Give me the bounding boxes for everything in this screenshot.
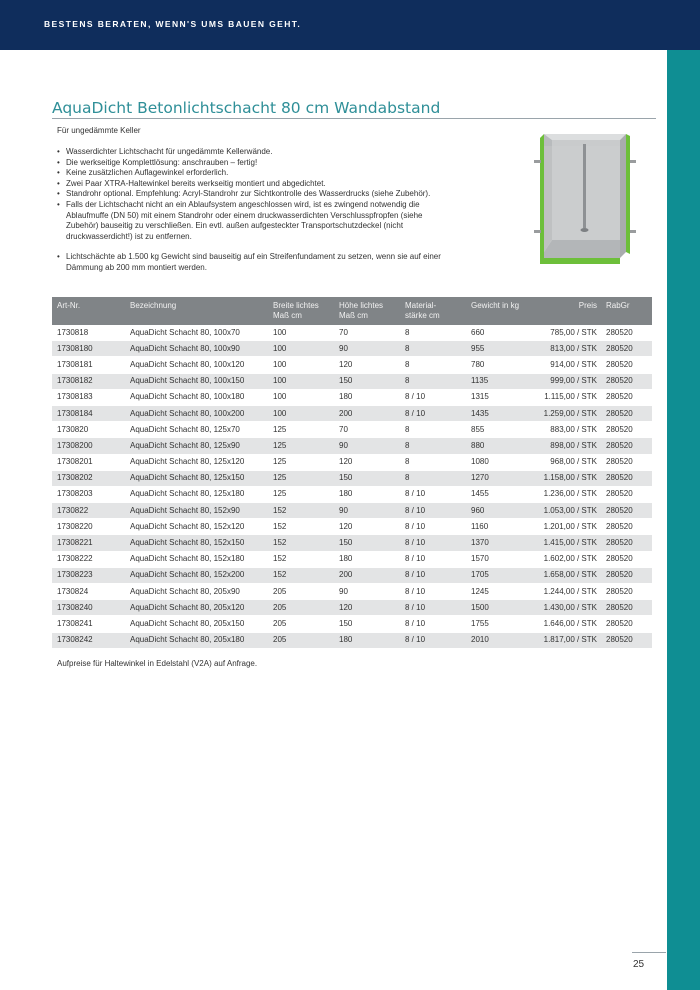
cell-preis: 898,00 / STK: [534, 438, 601, 454]
table-row: [52, 600, 652, 616]
cell-hoehe: 70: [334, 422, 400, 438]
cell-materialstaerke: 8: [400, 373, 466, 389]
cell-breite: 205: [268, 600, 334, 616]
cell-gewicht: 1135: [466, 373, 534, 389]
cell-breite: 100: [268, 325, 334, 341]
cell-materialstaerke: 8 / 10: [400, 584, 466, 600]
cell-breite: 100: [268, 405, 334, 421]
cell-materialstaerke: 8: [400, 357, 466, 373]
cell-bezeichnung: AquaDicht Schacht 80, 152x180: [125, 551, 268, 567]
cell-rabgr: 280520: [601, 600, 652, 616]
cell-materialstaerke: 8: [400, 470, 466, 486]
table-header-row: [52, 297, 652, 325]
feature-item: • Falls der Lichtschacht nicht an ein Ablaufsystem angeschlossen wird, ist es zwingend notwendig die Ablaufmuffe (DN 50) mit einem Standrohr oder einem druckwasserdichten Verschlusspfropfen (siehe Zubehör) bauseitig zu verschließen. Ein evtl. außen aufgesteckter Transportschutzdeckel (nicht druckwasserdicht!) ist zu entfernen.: [57, 199, 423, 241]
cell-bezeichnung: AquaDicht Schacht 80, 152x200: [125, 567, 268, 583]
cell-hoehe: 90: [334, 503, 400, 519]
cell-art-nr: 1730822: [52, 503, 125, 519]
table-row: [52, 454, 652, 470]
page-number-divider: [632, 952, 666, 953]
cell-rabgr: 280520: [601, 567, 652, 583]
table-row: [52, 616, 652, 632]
cell-rabgr: 280520: [601, 325, 652, 341]
cell-breite: 125: [268, 470, 334, 486]
header-tagline: BESTENS BERATEN, WENN'S UMS BAUEN GEHT.: [44, 19, 302, 29]
feature-list: [57, 147, 447, 274]
cell-materialstaerke: 8 / 10: [400, 600, 466, 616]
cell-art-nr: 17308242: [52, 632, 125, 648]
cell-preis: 1.115,00 / STK: [534, 389, 601, 405]
cell-gewicht: 960: [466, 503, 534, 519]
cell-art-nr: 1730818: [52, 325, 125, 341]
cell-materialstaerke: 8 / 10: [400, 519, 466, 535]
cell-gewicht: 1500: [466, 600, 534, 616]
cell-preis: 1.201,00 / STK: [534, 519, 601, 535]
cell-art-nr: 17308220: [52, 519, 125, 535]
cell-art-nr: 1730820: [52, 422, 125, 438]
cell-gewicht: 1160: [466, 519, 534, 535]
cell-rabgr: 280520: [601, 519, 652, 535]
col-header-rabgr: RabGr: [601, 297, 652, 325]
col-header-bezeichnung: Bezeichnung: [125, 297, 268, 325]
cell-hoehe: 120: [334, 519, 400, 535]
cell-breite: 100: [268, 357, 334, 373]
cell-preis: 1.415,00 / STK: [534, 535, 601, 551]
cell-art-nr: 17308223: [52, 567, 125, 583]
cell-materialstaerke: 8: [400, 422, 466, 438]
cell-gewicht: 1270: [466, 470, 534, 486]
cell-art-nr: 17308221: [52, 535, 125, 551]
cell-bezeichnung: AquaDicht Schacht 80, 125x150: [125, 470, 268, 486]
cell-preis: 1.430,00 / STK: [534, 600, 601, 616]
table-row: [52, 438, 652, 454]
page-subtitle: Für ungedämmte Keller: [57, 126, 141, 135]
cell-art-nr: 17308183: [52, 389, 125, 405]
cell-breite: 125: [268, 422, 334, 438]
cell-preis: 1.602,00 / STK: [534, 551, 601, 567]
cell-materialstaerke: 8 / 10: [400, 535, 466, 551]
bullet-icon: •: [57, 189, 60, 199]
cell-bezeichnung: AquaDicht Schacht 80, 125x120: [125, 454, 268, 470]
cell-hoehe: 90: [334, 438, 400, 454]
cell-preis: 1.658,00 / STK: [534, 567, 601, 583]
cell-rabgr: 280520: [601, 373, 652, 389]
cell-art-nr: 17308180: [52, 341, 125, 357]
bullet-icon: •: [57, 178, 60, 188]
table-row: [52, 567, 652, 583]
cell-materialstaerke: 8 / 10: [400, 503, 466, 519]
cell-bezeichnung: AquaDicht Schacht 80, 152x150: [125, 535, 268, 551]
cell-breite: 125: [268, 438, 334, 454]
cell-rabgr: 280520: [601, 616, 652, 632]
cell-hoehe: 180: [334, 551, 400, 567]
cell-hoehe: 150: [334, 373, 400, 389]
feature-item: • Keine zusätzlichen Auflagewinkel erforderlich.: [57, 168, 229, 178]
cell-materialstaerke: 8: [400, 454, 466, 470]
cell-hoehe: 180: [334, 486, 400, 502]
table-row: [52, 325, 652, 341]
table-row: [52, 389, 652, 405]
cell-hoehe: 150: [334, 616, 400, 632]
cell-art-nr: 17308201: [52, 454, 125, 470]
feature-item: • Wasserdichter Lichtschacht für ungedämmte Kellerwände.: [57, 147, 273, 156]
cell-hoehe: 150: [334, 470, 400, 486]
title-divider: [52, 118, 656, 119]
table-row: [52, 584, 652, 600]
cell-bezeichnung: AquaDicht Schacht 80, 100x180: [125, 389, 268, 405]
table-row: [52, 470, 652, 486]
cell-breite: 205: [268, 632, 334, 648]
cell-breite: 125: [268, 486, 334, 502]
feature-item: • Standrohr optional. Empfehlung: Acryl-Standrohr zur Sichtkontrolle des Wasserdrucks (siehe Zubehör).: [57, 189, 431, 199]
cell-art-nr: 17308241: [52, 616, 125, 632]
cell-gewicht: 1315: [466, 389, 534, 405]
cell-art-nr: 17308181: [52, 357, 125, 373]
table-row: [52, 519, 652, 535]
cell-materialstaerke: 8 / 10: [400, 405, 466, 421]
cell-bezeichnung: AquaDicht Schacht 80, 100x150: [125, 373, 268, 389]
cell-gewicht: 780: [466, 357, 534, 373]
cell-gewicht: 1455: [466, 486, 534, 502]
cell-preis: 1.244,00 / STK: [534, 584, 601, 600]
cell-hoehe: 120: [334, 600, 400, 616]
feature-item: • Lichtschächte ab 1.500 kg Gewicht sind bauseitig auf ein Streifenfundament zu setzen, wenn sie auf einer Dämmung ab 200 mm montiert werden.: [57, 252, 441, 272]
page-title: AquaDicht Betonlichtschacht 80 cm Wandabstand: [52, 99, 441, 117]
cell-bezeichnung: AquaDicht Schacht 80, 125x70: [125, 422, 268, 438]
cell-materialstaerke: 8 / 10: [400, 616, 466, 632]
product-image-light-well: [530, 134, 638, 268]
cell-breite: 100: [268, 373, 334, 389]
cell-preis: 1.817,00 / STK: [534, 632, 601, 648]
bullet-icon: •: [57, 199, 60, 209]
cell-materialstaerke: 8: [400, 341, 466, 357]
feature-item: • Zwei Paar XTRA-Haltewinkel bereits werkseitig montiert und abgedichtet.: [57, 178, 326, 188]
bullet-icon: •: [57, 252, 60, 262]
cell-bezeichnung: AquaDicht Schacht 80, 100x70: [125, 325, 268, 341]
cell-materialstaerke: 8 / 10: [400, 632, 466, 648]
cell-breite: 152: [268, 551, 334, 567]
side-accent-bar: [667, 50, 700, 990]
cell-hoehe: 200: [334, 405, 400, 421]
cell-breite: 205: [268, 616, 334, 632]
cell-bezeichnung: AquaDicht Schacht 80, 125x180: [125, 486, 268, 502]
cell-preis: 883,00 / STK: [534, 422, 601, 438]
table-row: [52, 535, 652, 551]
col-header-materialstaerke: Material- stärke cm: [400, 297, 466, 325]
cell-rabgr: 280520: [601, 438, 652, 454]
cell-rabgr: 280520: [601, 503, 652, 519]
table-row: [52, 486, 652, 502]
cell-art-nr: 17308203: [52, 486, 125, 502]
cell-rabgr: 280520: [601, 486, 652, 502]
cell-hoehe: 120: [334, 454, 400, 470]
cell-hoehe: 90: [334, 341, 400, 357]
cell-bezeichnung: AquaDicht Schacht 80, 100x120: [125, 357, 268, 373]
cell-gewicht: 1755: [466, 616, 534, 632]
cell-bezeichnung: AquaDicht Schacht 80, 152x120: [125, 519, 268, 535]
cell-preis: 968,00 / STK: [534, 454, 601, 470]
cell-art-nr: 17308202: [52, 470, 125, 486]
cell-art-nr: 17308184: [52, 405, 125, 421]
cell-preis: 813,00 / STK: [534, 341, 601, 357]
cell-hoehe: 150: [334, 535, 400, 551]
cell-gewicht: 1570: [466, 551, 534, 567]
cell-hoehe: 180: [334, 389, 400, 405]
cell-rabgr: 280520: [601, 535, 652, 551]
cell-preis: 1.053,00 / STK: [534, 503, 601, 519]
cell-breite: 152: [268, 503, 334, 519]
cell-hoehe: 70: [334, 325, 400, 341]
cell-gewicht: 1435: [466, 405, 534, 421]
cell-hoehe: 120: [334, 357, 400, 373]
cell-gewicht: 1705: [466, 567, 534, 583]
col-header-hoehe: Höhe lichtes Maß cm: [334, 297, 400, 325]
cell-materialstaerke: 8 / 10: [400, 389, 466, 405]
cell-hoehe: 180: [334, 632, 400, 648]
cell-bezeichnung: AquaDicht Schacht 80, 125x90: [125, 438, 268, 454]
cell-breite: 100: [268, 341, 334, 357]
cell-rabgr: 280520: [601, 584, 652, 600]
cell-bezeichnung: AquaDicht Schacht 80, 100x200: [125, 405, 268, 421]
cell-gewicht: 1370: [466, 535, 534, 551]
table-row: [52, 503, 652, 519]
cell-rabgr: 280520: [601, 341, 652, 357]
cell-preis: 785,00 / STK: [534, 325, 601, 341]
page-number: 25: [633, 959, 645, 970]
cell-hoehe: 90: [334, 584, 400, 600]
col-header-preis: Preis: [534, 297, 601, 325]
table-row: [52, 341, 652, 357]
cell-preis: 914,00 / STK: [534, 357, 601, 373]
table-row: [52, 422, 652, 438]
table-row: [52, 551, 652, 567]
cell-bezeichnung: AquaDicht Schacht 80, 205x120: [125, 600, 268, 616]
footnote: Aufpreise für Haltewinkel in Edelstahl (V2A) auf Anfrage.: [57, 659, 258, 668]
cell-preis: 1.236,00 / STK: [534, 486, 601, 502]
cell-art-nr: 17308222: [52, 551, 125, 567]
cell-materialstaerke: 8: [400, 325, 466, 341]
cell-breite: 205: [268, 584, 334, 600]
cell-preis: 1.646,00 / STK: [534, 616, 601, 632]
cell-rabgr: 280520: [601, 357, 652, 373]
product-table: [52, 297, 652, 649]
cell-bezeichnung: AquaDicht Schacht 80, 205x150: [125, 616, 268, 632]
cell-gewicht: 955: [466, 341, 534, 357]
cell-bezeichnung: AquaDicht Schacht 80, 205x180: [125, 632, 268, 648]
cell-gewicht: 1245: [466, 584, 534, 600]
cell-materialstaerke: 8 / 10: [400, 551, 466, 567]
col-header-art-nr: Art-Nr.: [52, 297, 125, 325]
col-header-gewicht: Gewicht in kg: [466, 297, 534, 325]
cell-materialstaerke: 8 / 10: [400, 567, 466, 583]
cell-materialstaerke: 8: [400, 438, 466, 454]
table-row: [52, 373, 652, 389]
cell-bezeichnung: AquaDicht Schacht 80, 205x90: [125, 584, 268, 600]
cell-breite: 152: [268, 567, 334, 583]
cell-gewicht: 660: [466, 325, 534, 341]
cell-rabgr: 280520: [601, 470, 652, 486]
cell-materialstaerke: 8 / 10: [400, 486, 466, 502]
cell-rabgr: 280520: [601, 405, 652, 421]
cell-preis: 1.158,00 / STK: [534, 470, 601, 486]
cell-rabgr: 280520: [601, 551, 652, 567]
cell-rabgr: 280520: [601, 422, 652, 438]
col-header-breite: Breite lichtes Maß cm: [268, 297, 334, 325]
table-row: [52, 357, 652, 373]
cell-gewicht: 855: [466, 422, 534, 438]
cell-rabgr: 280520: [601, 454, 652, 470]
cell-art-nr: 1730824: [52, 584, 125, 600]
cell-bezeichnung: AquaDicht Schacht 80, 100x90: [125, 341, 268, 357]
cell-breite: 100: [268, 389, 334, 405]
table-row: [52, 405, 652, 421]
feature-item: • Die werkseitige Komplettlösung: anschrauben – fertig!: [57, 157, 258, 167]
header-bar: [0, 0, 700, 50]
bullet-icon: •: [57, 168, 60, 178]
cell-gewicht: 1080: [466, 454, 534, 470]
bullet-icon: •: [57, 147, 60, 156]
cell-gewicht: 2010: [466, 632, 534, 648]
cell-rabgr: 280520: [601, 389, 652, 405]
table-row: [52, 632, 652, 648]
cell-art-nr: 17308182: [52, 373, 125, 389]
cell-hoehe: 200: [334, 567, 400, 583]
cell-art-nr: 17308240: [52, 600, 125, 616]
cell-preis: 1.259,00 / STK: [534, 405, 601, 421]
bullet-icon: •: [57, 157, 60, 167]
cell-gewicht: 880: [466, 438, 534, 454]
cell-rabgr: 280520: [601, 632, 652, 648]
cell-preis: 999,00 / STK: [534, 373, 601, 389]
cell-bezeichnung: AquaDicht Schacht 80, 152x90: [125, 503, 268, 519]
cell-breite: 125: [268, 454, 334, 470]
cell-breite: 152: [268, 519, 334, 535]
cell-breite: 152: [268, 535, 334, 551]
cell-art-nr: 17308200: [52, 438, 125, 454]
